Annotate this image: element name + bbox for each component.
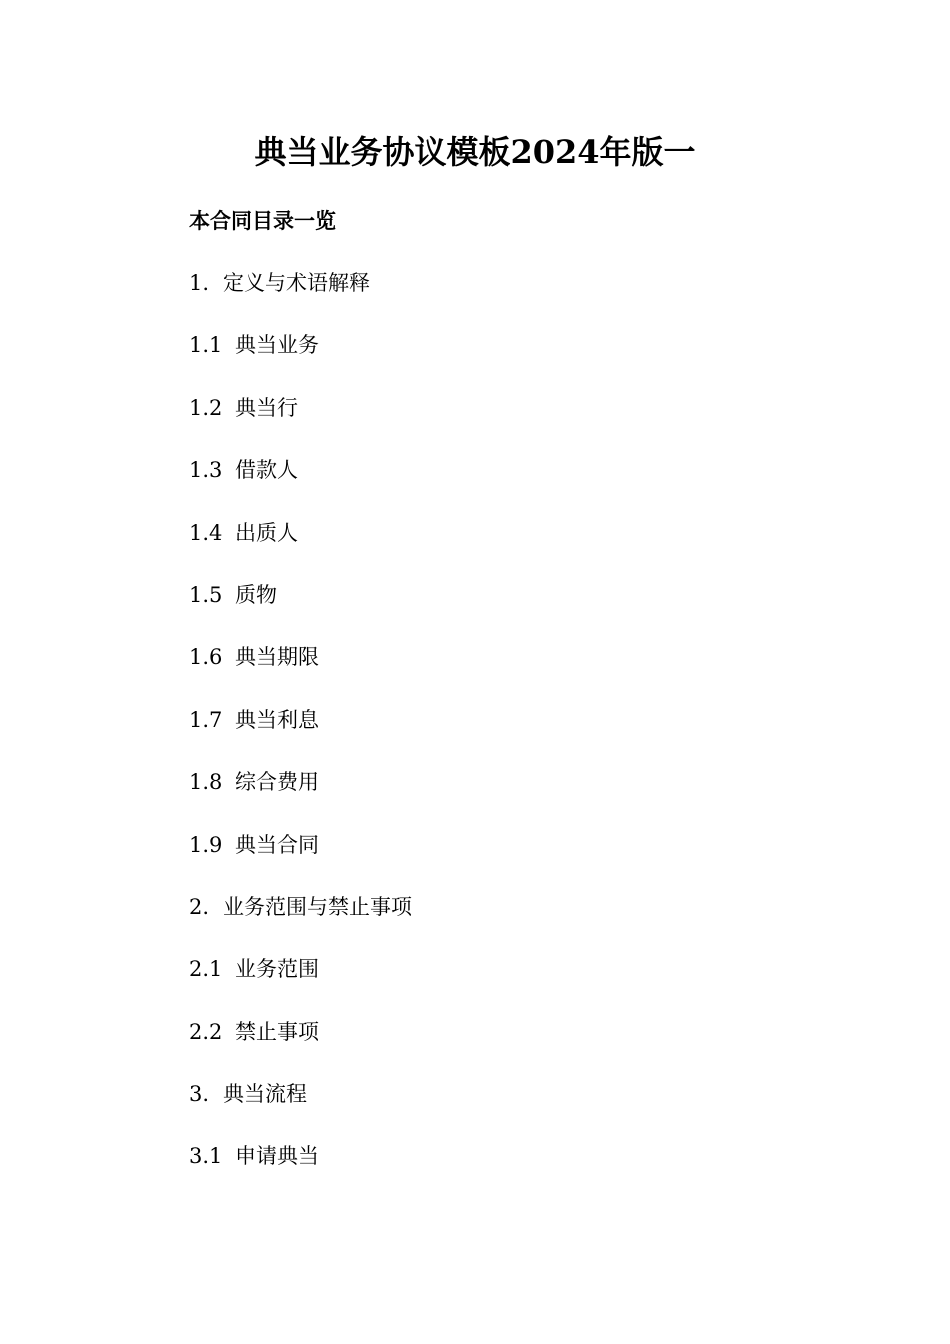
toc-item-text: 综合费用 — [235, 770, 319, 795]
toc-item-text: 借款人 — [235, 458, 298, 483]
toc-item-number: 2.2 — [189, 1019, 223, 1044]
toc-item-number: 1.4 — [189, 520, 223, 545]
toc-item-number: 3.1 — [189, 1144, 223, 1169]
document-title: 典当业务协议模板2024年版一 — [254, 133, 696, 171]
toc-item-number: 1.8 — [189, 770, 223, 795]
toc-item — [189, 766, 412, 828]
toc-item-number: 1.7 — [189, 707, 223, 732]
toc-item-number: 3. — [189, 1082, 210, 1107]
toc-item — [189, 392, 412, 454]
toc-item-number: 1.1 — [189, 333, 223, 358]
toc-item-number: 1.3 — [189, 458, 223, 483]
toc-item-text: 典当业务 — [235, 333, 319, 358]
toc-item — [189, 454, 412, 516]
toc-item-number: 1.5 — [189, 582, 223, 607]
toc-item-number: 1. — [189, 271, 210, 295]
toc-item-text: 出质人 — [235, 520, 298, 545]
toc-item — [189, 891, 412, 953]
toc-item-text: 业务范围 — [235, 957, 319, 982]
toc-item-number: 1.9 — [189, 832, 223, 857]
toc-item — [189, 1016, 412, 1078]
toc-item-text: 质物 — [235, 582, 277, 607]
toc-item-text: 典当利息 — [235, 707, 319, 732]
toc-item-number: 1.6 — [189, 645, 223, 670]
toc-item-number: 2. — [189, 894, 210, 919]
toc-item — [189, 953, 412, 1015]
toc-item-text: 典当行 — [235, 395, 298, 420]
toc-item-text: 禁止事项 — [235, 1019, 319, 1044]
toc-item-text: 业务范围与禁止事项 — [223, 894, 412, 919]
toc-item — [189, 517, 412, 579]
toc-heading: 本合同目录一览 — [189, 208, 336, 233]
toc-item — [189, 267, 412, 329]
toc-item-text: 定义与术语解释 — [223, 271, 370, 295]
toc-item-text: 典当流程 — [223, 1082, 307, 1107]
toc-item — [189, 704, 412, 766]
toc-item — [189, 829, 412, 891]
toc-item — [189, 329, 412, 391]
toc-item-number: 1.2 — [189, 395, 223, 420]
table-of-contents — [189, 267, 412, 1203]
toc-item-number: 2.1 — [189, 957, 223, 982]
toc-item-text: 典当期限 — [235, 645, 319, 670]
toc-item — [189, 1078, 412, 1140]
toc-item-text: 典当合同 — [235, 832, 319, 857]
toc-item — [189, 1140, 412, 1202]
toc-item — [189, 641, 412, 703]
toc-item-text: 申请典当 — [235, 1144, 319, 1169]
toc-item — [189, 579, 412, 641]
